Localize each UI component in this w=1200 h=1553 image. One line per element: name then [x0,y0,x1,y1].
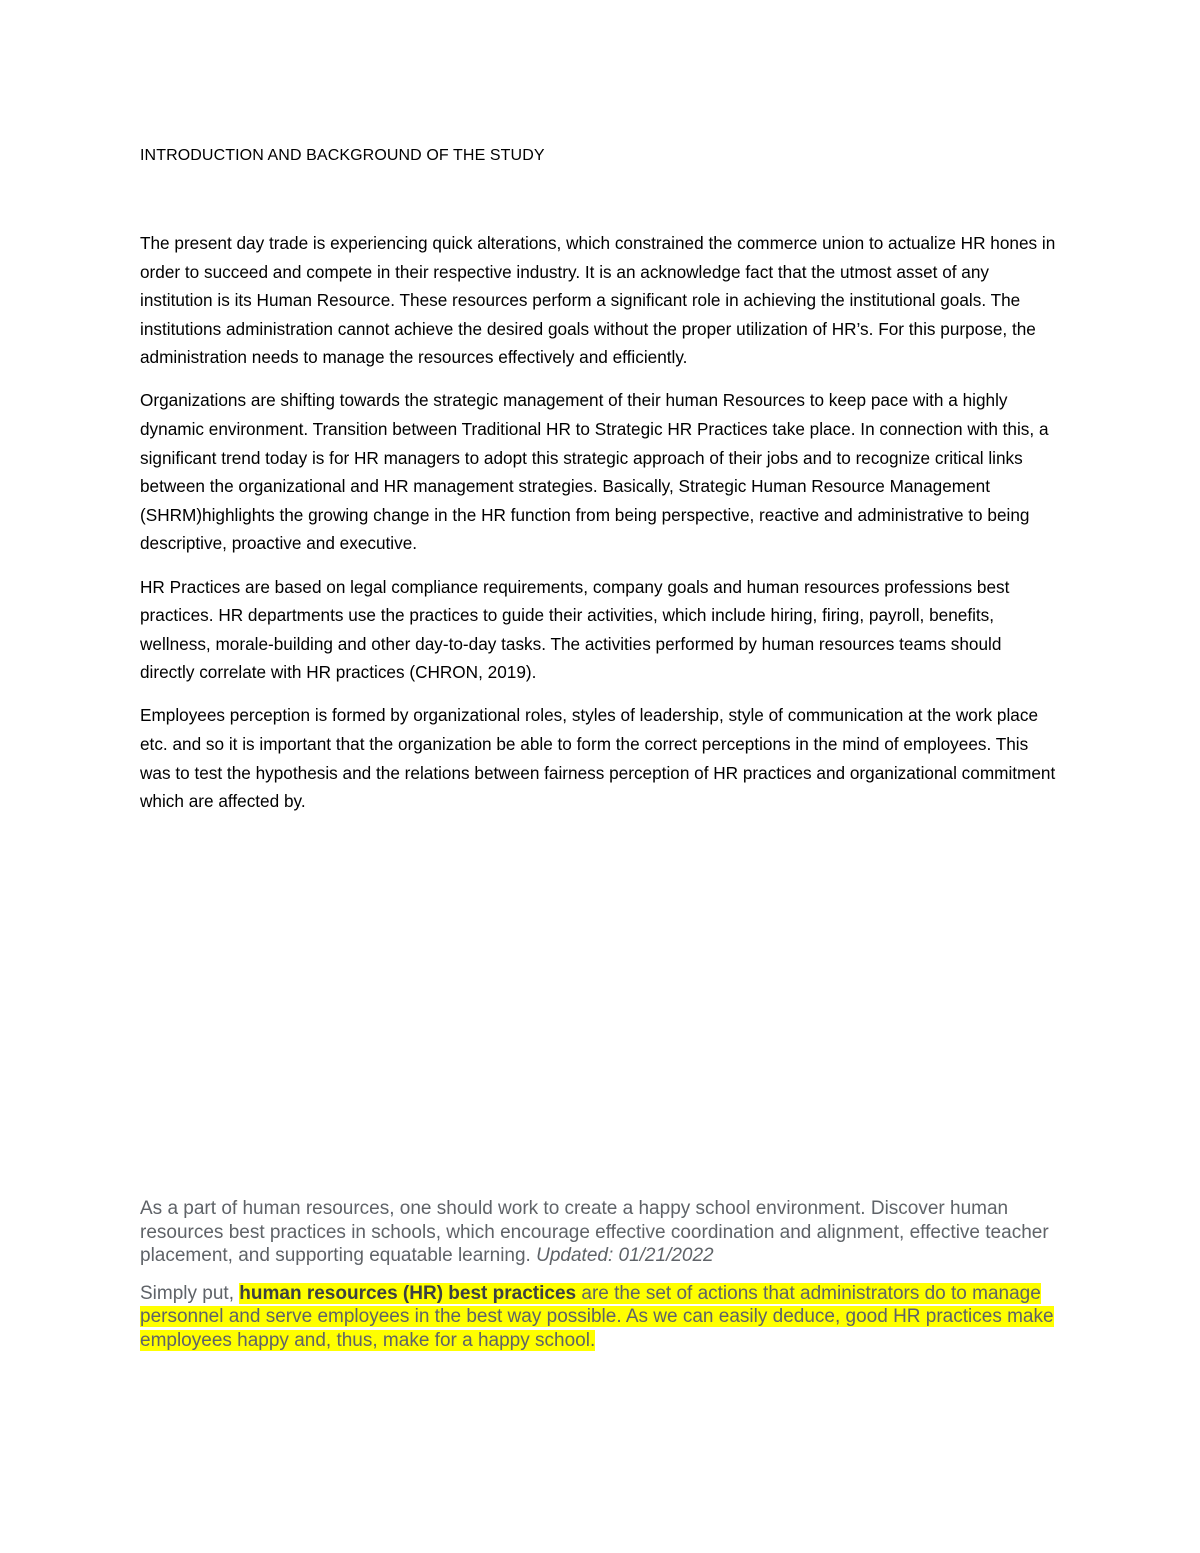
excerpt-updated-date: Updated: 01/21/2022 [536,1245,714,1266]
document-body [140,229,1060,830]
excerpt-paragraph [140,1197,1060,1268]
paragraph-2: Organizations are shifting towards the strategic management of their human Resources to keep pace with a highly dynamic environment. Transition between Traditional HR to Strategic HR Practices take place. In connection with this, a significant trend today is for HR managers to adopt this strategic approach of their jobs and to recognize critical links between the organizational and HR management strategies. Basically, Strategic Human Resource Management (SHRM)highlights the growing change in the HR function from being perspective, reactive and administrative to being descriptive, proactive and executive. [140,390,1049,554]
highlight-bold-term: human resources (HR) best practices [239,1282,577,1304]
paragraph-3: HR Practices are based on legal compliance requirements, company goals and human resources professions best practices. HR departments use the practices to guide their activities, which include hiring, firing, payroll, benefits, wellness, morale-building and other day-to-day tasks. The activities performed by human resources teams should directly correlate with HR practices (CHRON, 2019). [140,576,1010,683]
paragraph-4: Employees perception is formed by organizational roles, styles of leadership, style of communication at the work place etc. and so it is important that the organization be able to form the correct perceptions in the mind of employees. This was to test the hypothesis and the relations between fairness perception of HR practices and organizational commitment which are affected by. [140,705,1056,812]
highlight-rest: are the set of actions that administrators do to manage personnel and serve employees in the best way possible. As we can easily deduce, good HR practices make employees happy and, thus, make for a happy school. [140,1282,1054,1351]
paragraph-1: The present day trade is experiencing quick alterations, which constrained the commerce union to actualize HR hones in order to succeed and compete in their respective industry. It is an acknowledge fact that the utmost asset of any institution is its Human Resource. These resources perform a significant role in achieving the institutional goals. The institutions administration cannot achieve the desired goals without the proper utilization of HR’s. For this purpose, the administration needs to manage the resources effectively and efficiently. [140,233,1056,368]
pasted-excerpt [140,1197,1060,1366]
highlight-lead: Simply put, [140,1282,240,1304]
excerpt-text: As a part of human resources, one should work to create a happy school environment. Discover human resources best practices in schools, which encourage effective coordination and alignment, effective teacher placement, and supporting equatable learning. [140,1198,1049,1266]
document-heading: INTRODUCTION AND BACKGROUND OF THE STUDY [140,147,545,164]
highlighted-paragraph [140,1282,1060,1353]
